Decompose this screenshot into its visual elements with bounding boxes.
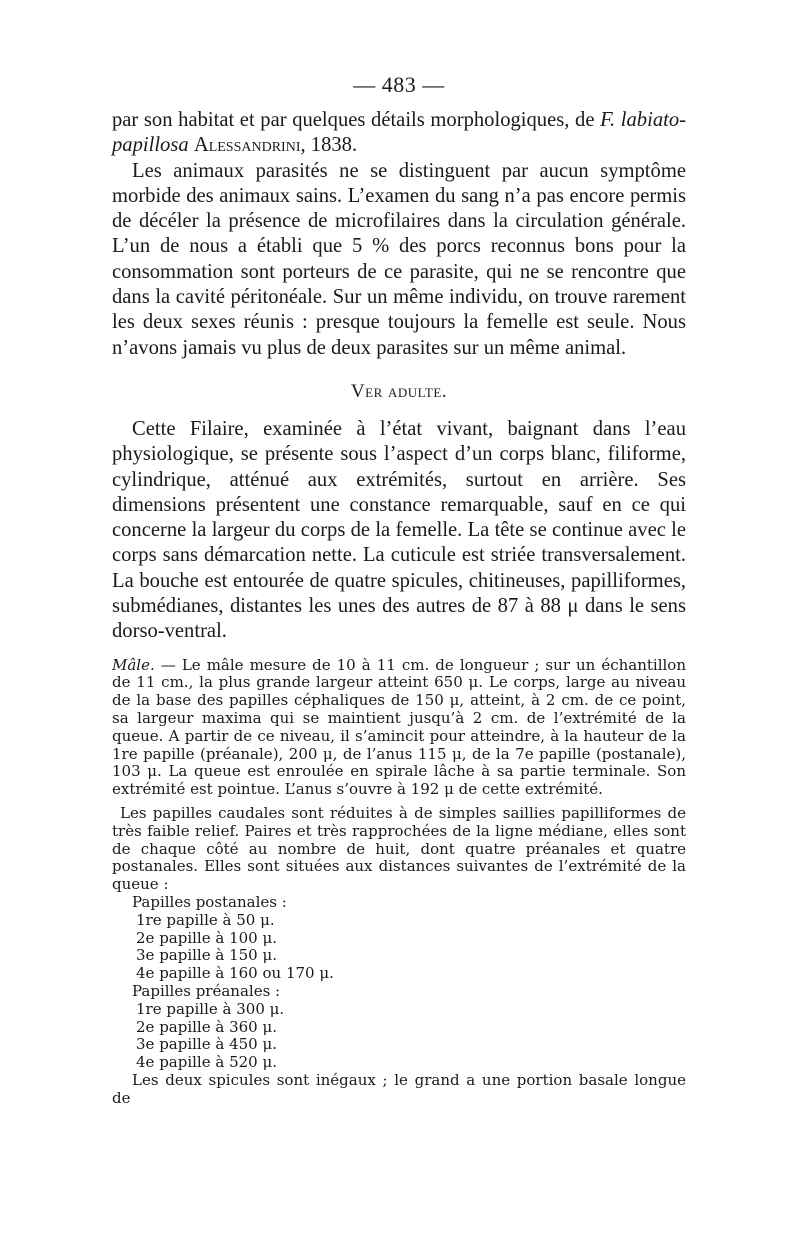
preanal-item: 4e papille à 520 μ.: [136, 1053, 277, 1072]
papillae-list: [112, 894, 686, 1072]
section-heading: Ver adulte.: [350, 380, 448, 402]
preanal-item: 1re papille à 300 μ.: [136, 999, 285, 1018]
main-text: [112, 108, 686, 645]
male-paragraph: [112, 657, 686, 799]
male-text: — Le mâle mesure de 10 à 11 cm. de longueur ; sur un échantillon de 11 cm., la plus grande largeur atteint 650 μ. Le corps, large au niveau de la base des papilles céphaliques de 150 μ, atteint, à 2 cm. de ce point, sa largeur maxima qui se maintient jusqu’à 2 cm. de l’extrémité de la queue. A partir de ce niveau, il s’amincit pour atteindre, à la hauteur de la 1re papille (préanale), 200 μ, de l’anus 115 μ, de la 7e papille (postanale), 103 μ. La queue est enroulée en spirale lâche à sa partie terminale. Son extrémité est pointue. L’anus s’ouvre à 192 μ de cette extrémité.: [112, 655, 686, 799]
male-label: Mâle.: [112, 655, 155, 674]
small-print: [112, 657, 686, 1108]
paragraph-3: Cette Filaire, examinée à l’état vivant, baignant dans l’eau physiologique, se présente sous l’aspect d’un corps blanc, filiforme, cylindrique, atténué aux extrémités, surtout en arrière. Ses dimensions présentent une constance remarquable, sauf en ce qui concerne la largeur du corps de la femelle. La tête se continue avec le corps sans démarcation nette. La cuticule est striée transversalement. La bouche est entourée de quatre spicules, chitineuses, papilliformes, submédianes, distantes les unes des autres de 87 à 88 μ dans le sens dorso-ventral.: [112, 417, 686, 643]
last-line: Les deux spicules sont inégaux ; le grand a une portion basale longue de: [112, 1070, 686, 1107]
page: [112, 72, 686, 1108]
author-year: , 1838.: [300, 134, 358, 157]
postanal-title: Papilles postanales :: [132, 893, 287, 911]
postanal-item: 1re papille à 50 μ.: [136, 910, 275, 929]
author-name: Alessandrini: [193, 134, 301, 157]
preanal-title: Papilles préanales :: [132, 981, 281, 1000]
paragraph-2: Les animaux parasités ne se distinguent par aucun symptôme morbide des animaux sains. L’examen du sang n’a pas encore permis de décéler la présence de microfilaires dans la circulation générale. L’un de nous a établi que 5 % des porcs reconnus bons pour la consommation sont porteurs de ce parasite, qui ne se rencontre que dans la cavité péritonéale. Sur un même individu, on trouve rarement les deux sexes réunis : presque toujours la femelle est seule. Nous n’avons jamais vu plus de deux parasites sur un même animal.: [112, 159, 686, 359]
page-number: — 483 —: [353, 72, 445, 97]
postanal-item: 4e papille à 160 ou 170 μ.: [136, 964, 334, 983]
preanal-item: 2e papille à 360 μ.: [136, 1017, 277, 1036]
para1-text: par son habitat et par quelques détails morphologiques, de: [112, 109, 601, 131]
papillae-paragraph: Les papilles caudales sont réduites à de simples saillies papilliformes de très faible relief. Paires et très rapprochées de la ligne médiane, elles sont de chaque côté au nombre de huit, dont quatre préanales et quatre postanales. Elles sont situées aux distances suivantes de l’extrémité de la queue :: [112, 804, 686, 894]
postanal-item: 3e papille à 150 μ.: [136, 946, 277, 965]
postanal-item: 2e papille à 100 μ.: [136, 928, 277, 947]
species-name: F. labiato-papillosa: [112, 109, 686, 157]
preanal-item: 3e papille à 450 μ.: [136, 1035, 277, 1054]
paragraph-1: [112, 108, 686, 159]
